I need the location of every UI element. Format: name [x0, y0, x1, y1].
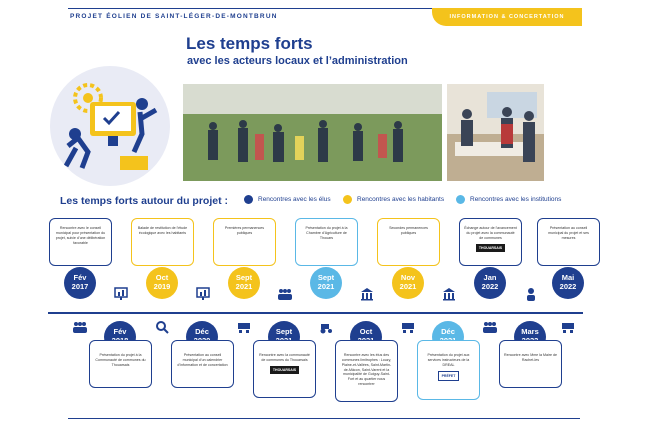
date-month: Fév: [73, 273, 87, 283]
event-text: Rencontre avec Mme la Maire de Rachet-les: [504, 353, 557, 362]
legend-habitants: [343, 195, 444, 204]
people-icon: [73, 320, 87, 334]
date-year: 2022: [481, 282, 499, 291]
event-text: Rencontre avec les élus des communes limitrophes : Louzy, Plaine-et-Vallées, Saint-Martin-de-Mâcon, Saint-Varent et la municipalité de Guiguy-Saint-Fort et au quartier nous rencontrer: [341, 353, 392, 387]
date-bubble: [474, 267, 506, 299]
date-month: Fév: [113, 327, 127, 337]
page-title: Les temps forts: [186, 34, 313, 53]
date-month: Déc: [195, 327, 209, 337]
thouarsais-logo: THOUARSAIS: [476, 244, 505, 253]
event-text: Présentation du projet à la Chambre d’Agriculture de Thouars: [305, 226, 348, 240]
magnifier-icon: [155, 320, 169, 334]
event-card: [131, 218, 194, 266]
date-month: Sept: [317, 273, 335, 283]
project-name: PROJET ÉOLIEN DE SAINT-LÉGER-DE-MONTBRUN: [70, 13, 278, 20]
date-month: Oct: [359, 327, 373, 337]
person-icon: [524, 287, 538, 301]
meeting-table-icon: [561, 320, 575, 334]
date-year: 2019: [153, 282, 171, 291]
date-month: Jan: [483, 273, 497, 283]
legend-dot-light: [456, 195, 465, 204]
date-bubble: [552, 267, 584, 299]
event-card: [377, 218, 440, 266]
event-text: Présentation au conseil municipal du projet et ses mesures: [548, 226, 589, 240]
date-year: 2021: [317, 282, 335, 291]
date-month: Nov: [400, 273, 416, 283]
date-month: Mars: [521, 327, 539, 337]
photo-meeting-room: [447, 84, 544, 181]
date-month: Déc: [441, 327, 455, 337]
page-subtitle: avec les acteurs locaux et l’administration: [187, 55, 408, 67]
people-icon: [278, 287, 292, 301]
chart-board-icon: [196, 287, 210, 301]
event-card: [417, 340, 480, 400]
event-card: [89, 340, 152, 388]
institution-icon: [442, 287, 456, 301]
event-card: [253, 340, 316, 398]
event-card: [295, 218, 358, 266]
photo-group-walk: [183, 84, 442, 181]
event-text: Présentation au conseil municipal d’un calendrier d’information et de concertation: [177, 353, 228, 367]
prefet-logo: PRÉFET: [438, 371, 460, 382]
date-month: Sept: [235, 273, 253, 283]
date-year: 2017: [71, 282, 89, 291]
timeline-axis: [48, 312, 583, 314]
section-title: Les temps forts autour du projet :: [60, 195, 229, 207]
date-bubble: [64, 267, 96, 299]
event-text: Balade de restitution de l’étude écologique avec les habitants: [137, 226, 188, 235]
footer-rule: [68, 418, 580, 419]
legend-dot-yellow: [343, 195, 352, 204]
event-card: [499, 340, 562, 388]
date-bubble: [146, 267, 178, 299]
event-text: Rencontre avec la communauté de communes du Thouarsais: [259, 353, 310, 362]
event-card: [335, 340, 398, 402]
event-text: Secondes permanences publiques: [389, 226, 428, 235]
date-month: Sept: [275, 327, 293, 337]
date-bubble: [392, 267, 424, 299]
meeting-table-icon: [401, 320, 415, 334]
event-text: Échange autour de l’avancement du projet avec la communauté de communes: [464, 226, 517, 240]
legend-label: Rencontres avec les institutions: [470, 196, 562, 203]
event-card: [213, 218, 276, 266]
event-card: [459, 218, 522, 266]
date-bubble: [310, 267, 342, 299]
event-card: [537, 218, 600, 266]
event-text: Présentation du projet à la Communauté de communes du Thouarsais: [95, 353, 146, 367]
legend-dot-dark: [244, 195, 253, 204]
town-hall-icon: [360, 287, 374, 301]
illustration-circle: [50, 66, 170, 186]
event-card: [49, 218, 112, 266]
chart-board-icon: [114, 287, 128, 301]
date-month: Mai: [561, 273, 575, 283]
legend-institutions: [456, 195, 561, 204]
meeting-table-icon: [237, 320, 251, 334]
tractor-icon: [319, 320, 333, 334]
event-text: Rencontre avec le conseil municipal pour présentation du projet, suivie d’une délibération favorable: [55, 226, 106, 245]
date-month: Oct: [155, 273, 169, 283]
thouarsais-logo: THOUARSAIS: [270, 366, 299, 375]
event-text: Premières permanences publiques: [224, 226, 265, 235]
legend-elus: [244, 195, 331, 204]
legend-label: Rencontres avec les élus: [258, 196, 331, 203]
legend-label: Rencontres avec les habitants: [357, 196, 445, 203]
date-year: 2022: [559, 282, 577, 291]
section-tag: INFORMATION & CONCERTATION: [432, 8, 582, 26]
date-bubble: [228, 267, 260, 299]
people-icon: [483, 320, 497, 334]
date-year: 2021: [235, 282, 253, 291]
event-text: Présentation du projet aux services instructeurs de la DREAL: [427, 353, 470, 367]
date-year: 2021: [399, 282, 417, 291]
event-card: [171, 340, 234, 388]
